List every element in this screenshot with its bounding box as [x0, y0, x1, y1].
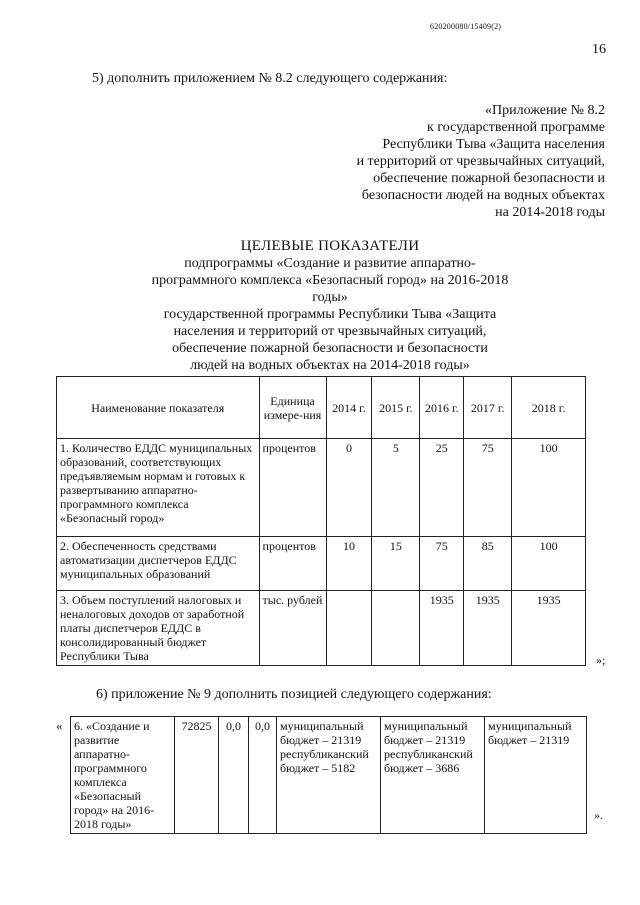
closing-quote: ».	[594, 808, 603, 822]
appendix-line: к государственной программе	[427, 120, 605, 135]
indicators-table	[56, 376, 586, 666]
appendix-line: на 2014-2018 годы	[495, 205, 605, 220]
intro-paragraph: 5) дополнить приложением № 8.2 следующего содержания:	[92, 71, 448, 86]
header-cell: 2016 г.	[420, 377, 464, 439]
title-line: программного комплекса «Безопасный город» на 2016-2018 годы»	[151, 273, 509, 305]
table-cell: 85	[464, 537, 512, 591]
table-cell: 3. Объем поступлений налоговых и неналоговых доходов от заработной платы диспетчеров ЕДДС в консолидированный бюджет Республики Тыва	[57, 591, 260, 666]
title-line: государственной программы Республики Тыва «Защита	[163, 307, 497, 322]
opening-quote: «	[56, 718, 63, 733]
program-table	[70, 716, 587, 834]
table-row	[57, 591, 586, 666]
table-cell	[326, 591, 372, 666]
table-cell: тыс. рублей	[259, 591, 326, 666]
appendix-line: Республики Тыва «Защита населения	[382, 137, 605, 152]
table-cell: 1935	[420, 591, 464, 666]
table-cell: 0	[326, 439, 372, 537]
table-cell: 2. Обеспеченность средствами автоматизации диспетчеров ЕДДС муниципальных образований	[57, 537, 260, 591]
appendix-line: обеспечение пожарной безопасности и	[373, 171, 605, 186]
section6-paragraph: 6) приложение № 9 дополнить позицией следующего содержания:	[96, 687, 492, 702]
table-cell: муниципальный бюджет – 21319 республиканский бюджет – 3686	[381, 717, 485, 834]
header-cell: 2015 г.	[372, 377, 420, 439]
closing-quote: »;	[596, 653, 606, 667]
table-cell: процентов	[259, 537, 326, 591]
table-cell: 6. «Создание и развитие аппаратно-программного комплекса «Безопасный город» на 2016-2018 годы»	[71, 717, 175, 834]
table-cell: 75	[420, 537, 464, 591]
table-cell: 15	[372, 537, 420, 591]
table-row	[57, 537, 586, 591]
table-cell: 0,0	[249, 717, 277, 834]
table-row	[71, 717, 587, 834]
table-cell: 72825	[175, 717, 219, 834]
table-cell: 100	[512, 439, 586, 537]
table-cell: 1935	[464, 591, 512, 666]
table-cell: 0,0	[219, 717, 249, 834]
table-cell: 10	[326, 537, 372, 591]
table-cell: 100	[512, 537, 586, 591]
table-cell: 75	[464, 439, 512, 537]
title-line: обеспечение пожарной безопасности и безопасности	[172, 341, 488, 356]
page-number: 16	[592, 42, 606, 57]
table-cell: 5	[372, 439, 420, 537]
table-cell: 25	[420, 439, 464, 537]
table-title	[140, 238, 520, 374]
appendix-line: безопасности людей на водных объектах	[361, 188, 605, 203]
header-cell: Наименование показателя	[57, 377, 260, 439]
header-cell: 2018 г.	[512, 377, 586, 439]
table-cell: 1. Количество ЕДДС муниципальных образований, соответствующих предъявляемым нормам и готовых к развертыванию аппаратно-программного комплекса «Безопасный город»	[57, 439, 260, 537]
header-cell: 2014 г.	[326, 377, 372, 439]
document-number: 620200080/15409(2)	[430, 22, 502, 31]
table-header-row	[57, 377, 586, 439]
appendix-line: и территорий от чрезвычайных ситуаций,	[356, 154, 605, 169]
table-cell: 1935	[512, 591, 586, 666]
appendix-heading	[300, 102, 605, 221]
table-row	[57, 439, 586, 537]
header-cell: Единица измере-ния	[259, 377, 326, 439]
table-cell: муниципальный бюджет – 21319	[485, 717, 587, 834]
title-main: ЦЕЛЕВЫЕ ПОКАЗАТЕЛИ	[240, 238, 420, 254]
table-cell	[372, 591, 420, 666]
title-line: людей на водных объектах на 2014-2018 годы»	[190, 358, 470, 373]
header-cell: 2017 г.	[464, 377, 512, 439]
appendix-line: «Приложение № 8.2	[485, 103, 605, 118]
table-cell: процентов	[259, 439, 326, 537]
title-line: подпрограммы «Создание и развитие аппаратно-	[184, 256, 476, 271]
title-line: населения и территорий от чрезвычайных ситуаций,	[173, 324, 487, 339]
table-cell: муниципальный бюджет – 21319 республиканский бюджет – 5182	[277, 717, 381, 834]
